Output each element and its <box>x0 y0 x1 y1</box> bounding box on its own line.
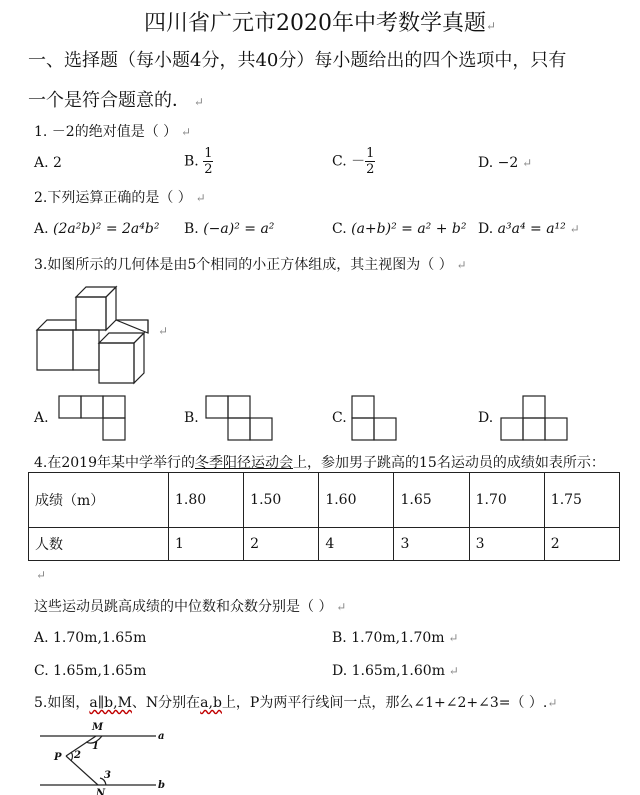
q4-stem-underlined: 冬季阳径运动会 <box>195 455 293 471</box>
q1-option-b <box>184 146 213 177</box>
q4-option-d-text: D. 1.65m,1.60m <box>332 663 445 679</box>
q2-option-a-expr: (2a²b)² = 2a⁴b² <box>53 221 160 237</box>
q1-c-numerator: 1 <box>366 146 375 161</box>
label-M: M <box>92 722 104 733</box>
q5-parallel-lines-figure <box>36 720 176 794</box>
angle-2-arc <box>71 752 73 761</box>
count-cell: 1 <box>175 536 184 552</box>
table-cell <box>394 473 469 528</box>
count-cell: 3 <box>475 536 485 552</box>
label-2: 2 <box>74 750 81 761</box>
q1-option-d-text: D. −2 <box>478 155 519 171</box>
q4-stem-pre: 4.在2019年某中学举行的 <box>34 455 195 471</box>
table-cell <box>244 528 319 561</box>
q4-question-text: 这些运动员跳高成绩的中位数和众数分别是（ ） <box>34 599 333 615</box>
q1-b-denominator: 2 <box>204 162 213 177</box>
cube-left-top <box>37 320 76 330</box>
label-P: P <box>54 752 62 763</box>
q1-option-c-label: C. <box>332 153 347 170</box>
q2-option-b-expr: (−a)² = a² <box>203 221 275 237</box>
q5-stem-mid: 、N分别在 <box>131 695 201 711</box>
q2-option-c-label: C. <box>332 221 347 237</box>
q4-stem <box>34 452 605 472</box>
section-line-2-text: 一个是符合题意的． <box>28 90 190 111</box>
count-cell: 2 <box>250 536 260 552</box>
q3-option-d: D. <box>478 410 494 426</box>
section-line-1: 一、选择题（每小题4分，共40分）每小题给出的四个选项中，只有 <box>28 50 567 71</box>
q3-option-b-shape <box>205 395 275 441</box>
q1-option-a: A. 2 <box>34 155 62 171</box>
q4-option-c: C. 1.65m,1.65m <box>34 663 147 679</box>
score-cell: 1.65 <box>400 492 432 508</box>
cube-back-right-top <box>116 320 148 333</box>
q2-option-d-label: D. <box>478 221 494 237</box>
table-cell <box>544 473 619 528</box>
cube-front-side <box>134 333 144 383</box>
q3-option-a-shape <box>58 395 128 441</box>
table-cell <box>394 528 469 561</box>
q5-stem-underlined-2: a,b <box>200 695 222 711</box>
q2-option-b-label: B. <box>184 221 199 237</box>
q5-stem-underlined: a∥b,M <box>89 695 132 711</box>
q5-stem: 5.如图，a∥b,M、N分别在a,b上，P为两平行线间一点，那么∠1+∠2+∠3=（ ）.↵ <box>34 695 558 711</box>
label-1: 1 <box>92 741 99 752</box>
q4-stem-post: 上，参加男子跳高的15名运动员的成绩如表所示： <box>293 455 605 471</box>
label-a: a <box>158 731 165 742</box>
row2-label: 人数 <box>35 537 63 553</box>
q1-stem: 1. －2的绝对值是（ ） ↵ <box>34 124 192 140</box>
table-cell <box>319 528 394 561</box>
q3-stem-text: 3.如图所示的几何体是由5个相同的小正方体组成，其主视图为（ ） <box>34 257 453 273</box>
q1-option-c-fraction <box>365 146 375 177</box>
label-b: b <box>158 780 165 791</box>
cube-top-front <box>76 297 106 330</box>
q2-option-b <box>184 221 274 237</box>
count-cell: 3 <box>400 536 410 552</box>
para-mark: ↵ <box>485 19 497 33</box>
cube-front-top <box>99 333 144 343</box>
q3-option-b: B. <box>184 410 199 426</box>
table-header-cell <box>29 528 169 561</box>
q2-stem: 2.下列运算正确的是（ ） ↵ <box>34 190 206 206</box>
q3-option-d-shape <box>500 395 570 441</box>
q1-option-d: D. −2 ↵ <box>478 155 533 171</box>
score-cell: 1.75 <box>550 492 582 508</box>
q4-option-b-text: B. 1.70m,1.70m <box>332 630 445 646</box>
q2-option-a <box>34 221 159 237</box>
q2-option-c-expr: (a+b)² = a² + b² <box>351 221 467 237</box>
q3-stem: 3.如图所示的几何体是由5个相同的小正方体组成，其主视图为（ ） ↵ <box>34 257 467 273</box>
table-cell <box>244 473 319 528</box>
cube-bottom-2 <box>73 330 99 370</box>
q4-option-d: D. 1.65m,1.60m ↵ <box>332 663 459 679</box>
q5-stem-pre: 5.如图， <box>34 695 90 711</box>
table-cell <box>169 528 244 561</box>
q2-stem-text: 2.下列运算正确的是（ ） <box>34 190 192 206</box>
q1-option-b-fraction <box>203 146 213 177</box>
q4-question: 这些运动员跳高成绩的中位数和众数分别是（ ） ↵ <box>34 599 347 615</box>
q1-option-b-label: B. <box>184 153 199 170</box>
score-cell: 1.70 <box>475 492 507 508</box>
q1-stem-text: 1. －2的绝对值是（ ） <box>34 124 178 140</box>
label-3: 3 <box>104 770 111 781</box>
table-cell <box>469 473 544 528</box>
q3-option-a: A. <box>34 410 49 426</box>
cube-top-side <box>106 287 116 330</box>
q2-option-d: D. a³a⁴ = a¹² ↵ <box>478 221 580 237</box>
cube-bottom-1 <box>37 330 73 370</box>
q5-stem-post: 上，P为两平行线间一点，那么∠1+∠2+∠3=（ ）. <box>221 695 548 711</box>
q3-cube-figure <box>36 282 166 386</box>
table-row <box>29 473 620 528</box>
table-cell <box>169 473 244 528</box>
table-row <box>29 528 620 561</box>
label-N: N <box>96 788 106 795</box>
q1-b-numerator: 1 <box>204 146 213 161</box>
score-cell: 1.60 <box>325 492 357 508</box>
q2-option-c <box>332 221 467 237</box>
q4-option-a: A. 1.70m,1.65m <box>34 630 147 646</box>
title-text: 四川省广元市2020年中考数学真题 <box>143 11 486 36</box>
table-cell <box>469 528 544 561</box>
q1-option-c <box>332 146 375 177</box>
q3-option-c-shape <box>351 395 401 441</box>
table-cell <box>544 528 619 561</box>
page-title <box>0 6 640 37</box>
table-cell <box>319 473 394 528</box>
q2-option-a-label: A. <box>34 221 49 237</box>
table-header-cell <box>29 473 169 528</box>
score-cell: 1.50 <box>250 492 282 508</box>
q4-option-b: B. 1.70m,1.70m ↵ <box>332 630 459 646</box>
q4-score-table <box>28 472 620 561</box>
count-cell: 4 <box>325 536 335 552</box>
q3-option-c: C. <box>332 410 347 426</box>
q1-c-denominator: 2 <box>366 162 375 177</box>
q2-option-d-expr: a³a⁴ = a¹² <box>497 221 566 237</box>
cube-top-top <box>76 287 116 297</box>
cube-front-front <box>99 343 134 383</box>
row1-label: 成绩（m） <box>35 493 105 509</box>
section-line-2: 一个是符合题意的． ↵ <box>28 90 204 111</box>
count-cell: 2 <box>550 536 560 552</box>
q1-c-sign: － <box>351 153 366 170</box>
score-cell: 1.80 <box>175 492 207 508</box>
